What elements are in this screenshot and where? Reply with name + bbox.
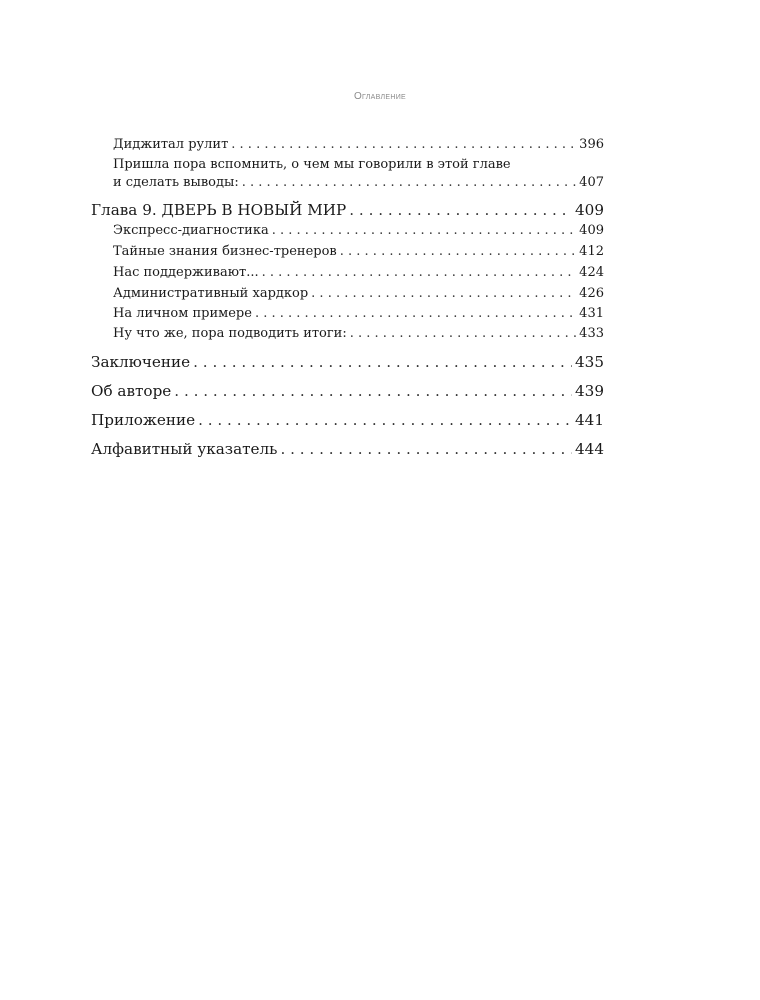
toc-entry-conclusions[interactable] — [113, 174, 604, 192]
toc-entry-label: Ну что же, пора подводить итоги: — [113, 326, 347, 341]
toc-page-number: 424 — [579, 265, 604, 280]
toc-entry-hardcore[interactable] — [113, 285, 604, 303]
toc-entry-label: Административный хардкор — [113, 286, 309, 301]
toc-leader-dots — [350, 325, 576, 343]
toc-entry-label: Заключение — [91, 353, 191, 371]
toc-entry-index[interactable] — [91, 439, 604, 459]
toc-leader-dots — [262, 264, 577, 282]
toc-entry-label: На личном примере — [113, 306, 252, 321]
toc-entry-label-line1[interactable]: Пришла пора вспомнить, о чем мы говорили в этой главе — [113, 157, 511, 172]
toc-entry-personal[interactable] — [113, 305, 604, 323]
toc-entry-support[interactable] — [113, 264, 604, 282]
toc-leader-dots — [193, 352, 572, 372]
toc-entry-label: Об авторе — [91, 382, 172, 400]
toc-entry-author[interactable] — [91, 381, 604, 401]
toc-leader-dots — [242, 174, 576, 192]
toc-entry-label: Приложение — [91, 411, 196, 429]
toc-leader-dots — [231, 136, 576, 154]
toc-entry-label: Алфавитный указатель — [91, 440, 278, 458]
toc-page-number: 444 — [575, 440, 604, 458]
toc-page-number: 396 — [579, 137, 604, 152]
toc-leader-dots — [174, 381, 572, 401]
toc-entry-label: Экспресс-диагностика — [113, 223, 269, 238]
toc-entry-label: Диджитал рулит — [113, 137, 229, 152]
toc-page-number: 441 — [575, 411, 604, 429]
toc-entry-label: Нас поддерживают... — [113, 265, 259, 280]
toc-entry-chapter9[interactable] — [91, 200, 604, 220]
running-head: Оглавление — [353, 91, 407, 102]
toc-page-number: 409 — [579, 223, 604, 238]
toc-page-number: 431 — [579, 306, 604, 321]
toc-entry-label: Тайные знания бизнес-тренеров — [113, 244, 337, 259]
toc-entry-digital[interactable] — [113, 136, 604, 154]
toc-page-number: 412 — [579, 244, 604, 259]
toc-page-number: 407 — [579, 175, 604, 190]
toc-leader-dots — [311, 285, 576, 303]
toc-page-number: 439 — [575, 382, 604, 400]
toc-page-number: 435 — [575, 353, 604, 371]
toc-page-number: 426 — [579, 286, 604, 301]
toc-entry-express[interactable] — [113, 222, 604, 240]
toc-leader-dots — [340, 243, 576, 261]
toc-entry-conclusion[interactable] — [91, 352, 604, 372]
toc-leader-dots — [280, 439, 572, 459]
toc-entry-appendix[interactable] — [91, 410, 604, 430]
toc-page-number: 409 — [575, 201, 604, 219]
toc-entry-label: Глава 9. ДВЕРЬ В НОВЫЙ МИР — [91, 201, 347, 219]
toc-leader-dots — [349, 200, 572, 220]
toc-entry-label: и сделать выводы: — [113, 175, 239, 190]
toc-page-number: 433 — [579, 326, 604, 341]
toc-leader-dots — [272, 222, 576, 240]
toc-entry-summary[interactable] — [113, 325, 604, 343]
toc-leader-dots — [198, 410, 572, 430]
toc-entry-secret[interactable] — [113, 243, 604, 261]
toc-leader-dots — [255, 305, 576, 323]
